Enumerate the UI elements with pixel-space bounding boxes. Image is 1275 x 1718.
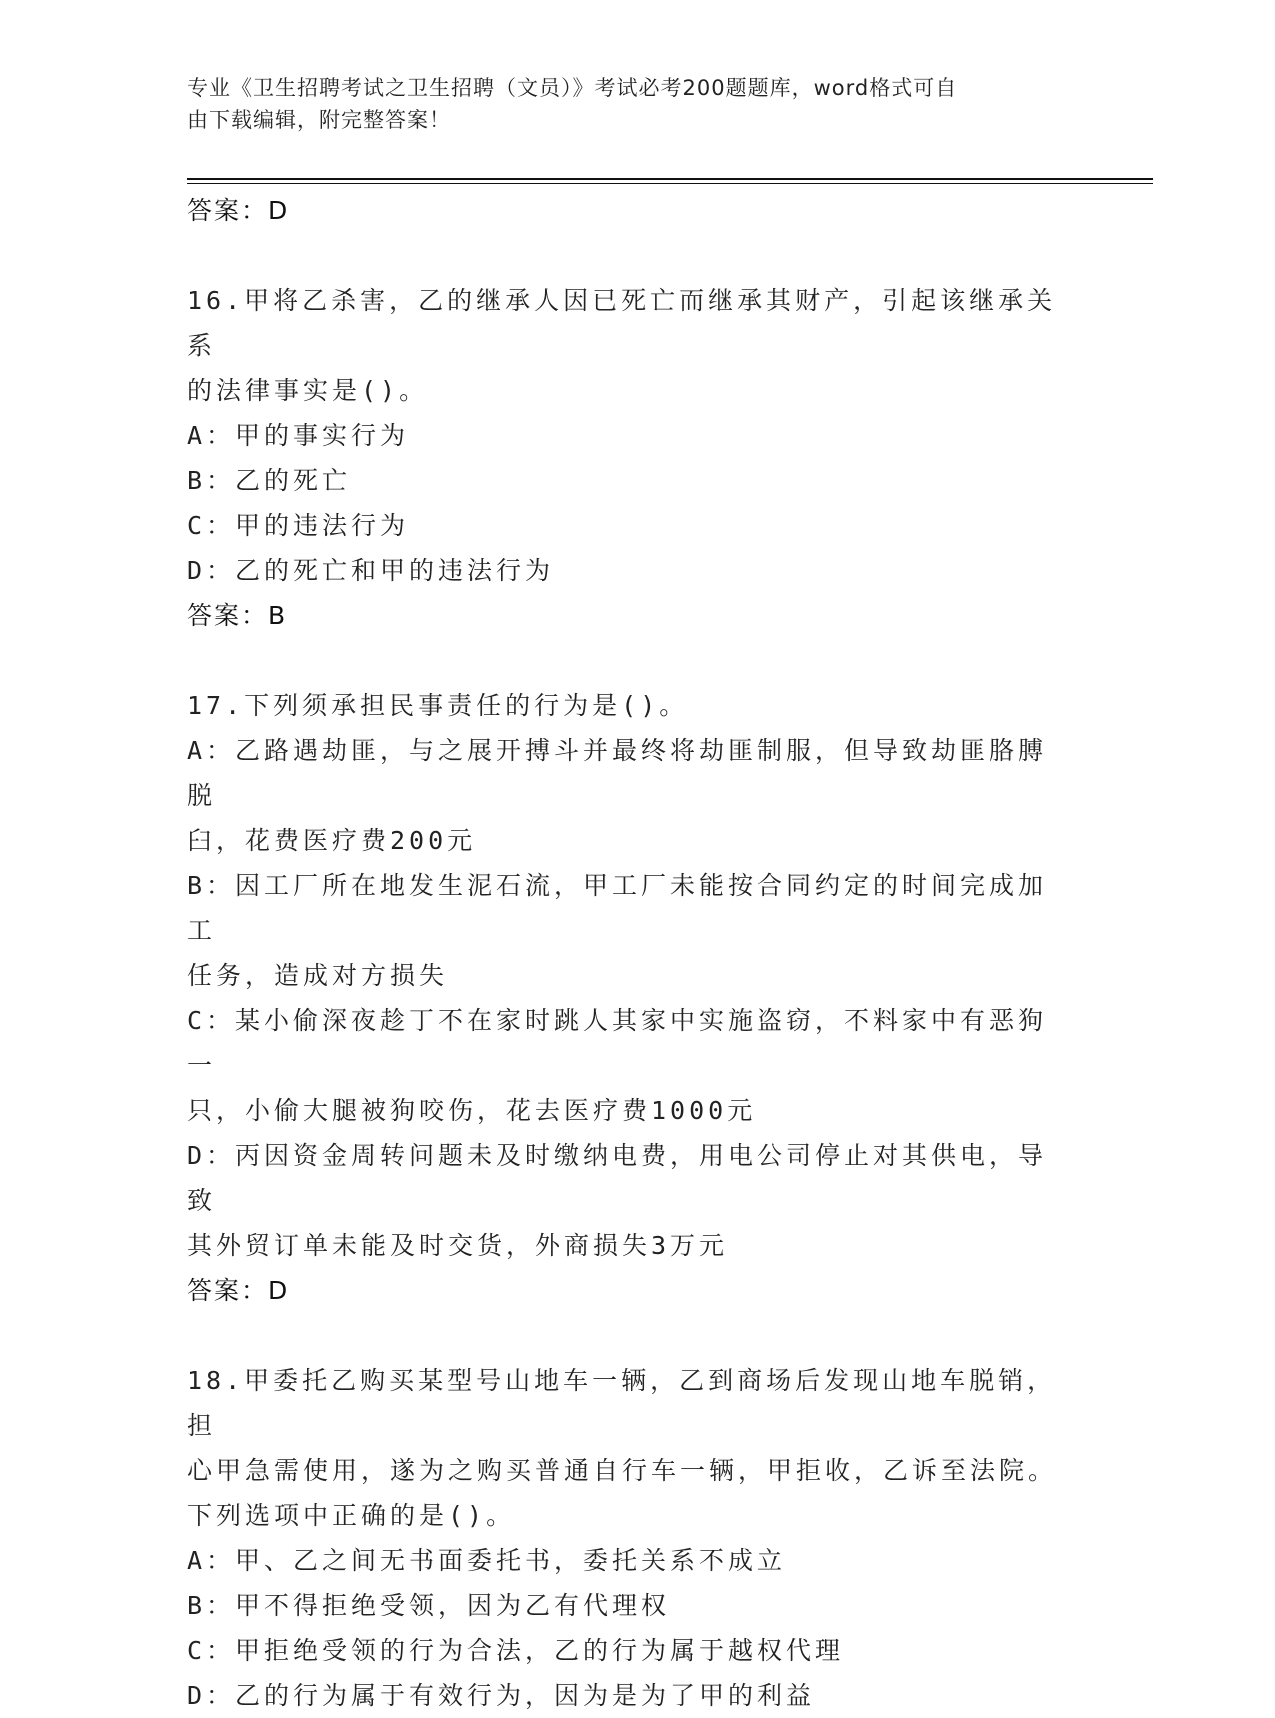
option-d: D：乙的死亡和甲的违法行为	[187, 556, 555, 585]
option-b: B：因工厂所在地发生泥石流，甲工厂未能按合同约定的时间完成加工	[187, 871, 1048, 945]
option-d: D：丙因资金周转问题未及时缴纳电费，用电公司停止对其供电，导致	[187, 1141, 1048, 1215]
question-16	[187, 278, 1067, 638]
header-line-1: 专业《卫生招聘考试之卫生招聘（文员）》考试必考200题题库，word格式可自	[187, 76, 958, 100]
spacer	[187, 233, 1067, 278]
option-a: A：甲的事实行为	[187, 421, 410, 450]
question-stem: 下列选项中正确的是()。	[187, 1501, 516, 1530]
spacer	[187, 1313, 1067, 1358]
header-divider-thick	[187, 178, 1153, 180]
option-b: B：乙的死亡	[187, 466, 352, 495]
option-d-cont: 其外贸订单未能及时交货，外商损失3万元	[187, 1231, 729, 1260]
question-18	[187, 1358, 1067, 1718]
option-b: B：甲不得拒绝受领，因为乙有代理权	[187, 1591, 671, 1620]
option-c: C：甲拒绝受领的行为合法，乙的行为属于越权代理	[187, 1636, 845, 1665]
question-stem: 心甲急需使用，遂为之购买普通自行车一辆，甲拒收，乙诉至法院。	[187, 1456, 1058, 1485]
option-c: C：甲的违法行为	[187, 511, 410, 540]
option-b-cont: 任务，造成对方损失	[187, 961, 449, 990]
option-a: A：甲、乙之间无书面委托书，委托关系不成立	[187, 1546, 787, 1575]
answer-line: 答案：D	[187, 1276, 290, 1305]
question-17	[187, 683, 1067, 1313]
option-a-cont: 臼，花费医疗费200元	[187, 826, 477, 855]
document-body	[187, 188, 1067, 1718]
spacer	[187, 638, 1067, 683]
document-header	[187, 72, 1067, 136]
question-stem: 18.甲委托乙购买某型号山地车一辆，乙到商场后发现山地车脱销，担	[187, 1366, 1057, 1440]
option-c-cont: 只，小偷大腿被狗咬伤，花去医疗费1000元	[187, 1096, 757, 1125]
answer-line: 答案：B	[187, 601, 288, 630]
header-line-2: 由下载编辑，附完整答案！	[187, 108, 451, 132]
answer-line: 答案：D	[187, 196, 290, 225]
question-stem: 的法律事实是()。	[187, 376, 429, 405]
option-c: C：某小偷深夜趁丁不在家时跳人其家中实施盗窃，不料家中有恶狗一	[187, 1006, 1048, 1080]
option-d: D：乙的行为属于有效行为，因为是为了甲的利益	[187, 1681, 816, 1710]
header-divider-thin	[187, 183, 1153, 184]
question-stem: 17.下列须承担民事责任的行为是()。	[187, 691, 689, 720]
option-a: A：乙路遇劫匪，与之展开搏斗并最终将劫匪制服，但导致劫匪胳膊脱	[187, 736, 1048, 810]
question-stem: 16.甲将乙杀害，乙的继承人因已死亡而继承其财产，引起该继承关系	[187, 286, 1057, 360]
